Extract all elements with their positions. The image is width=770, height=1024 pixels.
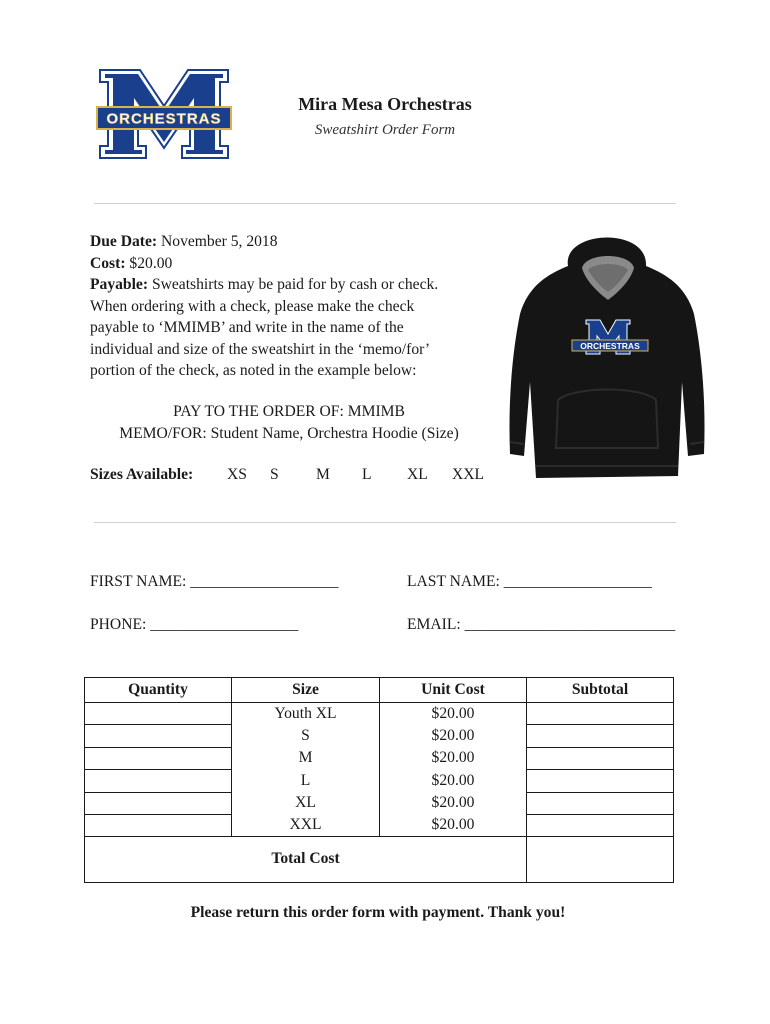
payable-label: Payable: — [90, 276, 149, 293]
logo-banner-text: ORCHESTRAS — [106, 110, 222, 128]
subtotal-cell[interactable] — [527, 747, 674, 769]
due-date-label: Due Date: — [90, 233, 158, 250]
organization-name: Mira Mesa Orchestras — [298, 94, 472, 114]
header-size: Size — [232, 678, 380, 703]
hoodie-logo-text: ORCHESTRAS — [580, 341, 640, 351]
unit-cost-cell: $20.00 — [380, 792, 527, 814]
memo-for-line: MEMO/FOR: Student Name, Orchestra Hoodie (Size) — [119, 425, 459, 442]
order-table — [84, 677, 674, 883]
header-quantity: Quantity — [85, 678, 232, 703]
table-row — [85, 747, 674, 769]
quantity-cell[interactable] — [85, 703, 232, 725]
table-row — [85, 792, 674, 814]
table-header-row — [85, 678, 674, 703]
size-option-xl: XL — [407, 466, 428, 483]
table-row — [85, 725, 674, 747]
cost-value: $20.00 — [129, 254, 173, 272]
size-option-xxl: XXL — [452, 466, 485, 483]
form-title: Sweatshirt Order Form — [314, 122, 456, 138]
orchestras-m-logo — [96, 68, 232, 160]
last-name-field[interactable]: LAST NAME: ___________________ — [407, 573, 652, 590]
subtotal-cell[interactable] — [527, 770, 674, 792]
quantity-cell[interactable] — [85, 747, 232, 769]
unit-cost-cell: $20.00 — [380, 725, 527, 747]
unit-cost-cell: $20.00 — [380, 747, 527, 769]
quantity-cell[interactable] — [85, 725, 232, 747]
divider-top — [94, 203, 676, 204]
subtotal-cell[interactable] — [527, 792, 674, 814]
cost-line — [90, 253, 490, 275]
subtotal-cell[interactable] — [527, 725, 674, 747]
size-cell: S — [232, 725, 380, 747]
payable-line-1 — [90, 274, 490, 296]
size-cell: M — [232, 747, 380, 769]
payable-line-2: When ordering with a check, please make the check — [90, 297, 415, 315]
due-date-line — [90, 231, 490, 253]
size-option-s: S — [270, 466, 279, 483]
due-date-value: November 5, 2018 — [161, 233, 278, 250]
size-option-xs: XS — [227, 466, 247, 483]
subtotal-cell[interactable] — [527, 703, 674, 725]
sizes-available-label: Sizes Available: — [90, 466, 194, 483]
first-name-field[interactable]: FIRST NAME: ___________________ — [90, 573, 339, 590]
table-row — [85, 814, 674, 836]
payable-line-4: individual and size of the sweatshirt in the ‘memo/for’ — [90, 340, 431, 358]
pay-to-line: PAY TO THE ORDER OF: MMIMB — [173, 403, 405, 420]
table-row — [85, 703, 674, 725]
order-info — [90, 231, 490, 382]
payable-line-3: payable to ‘MMIMB’ and write in the name of the — [90, 319, 404, 336]
unit-cost-cell: $20.00 — [380, 703, 527, 725]
total-cost-label: Total Cost — [85, 837, 527, 883]
size-option-l: L — [362, 466, 372, 483]
header-unit-cost: Unit Cost — [380, 678, 527, 703]
size-cell: L — [232, 770, 380, 792]
quantity-cell[interactable] — [85, 792, 232, 814]
email-field[interactable]: EMAIL: ___________________________ — [407, 616, 676, 633]
total-row — [85, 837, 674, 883]
size-cell: XXL — [232, 814, 380, 836]
footer-note: Please return this order form with payment. Thank you! — [190, 904, 566, 921]
check-example — [90, 401, 488, 445]
payable-text-1: Sweatshirts may be paid for by cash or check. — [151, 276, 439, 293]
size-option-m: M — [316, 466, 330, 483]
size-cell: XL — [232, 792, 380, 814]
header-subtotal: Subtotal — [527, 678, 674, 703]
unit-cost-cell: $20.00 — [380, 770, 527, 792]
quantity-cell[interactable] — [85, 814, 232, 836]
size-cell: Youth XL — [232, 703, 380, 725]
phone-field[interactable]: PHONE: ___________________ — [90, 616, 299, 633]
divider-middle — [94, 522, 676, 523]
subtotal-cell[interactable] — [527, 814, 674, 836]
payable-line-5: portion of the check, as noted in the example below: — [90, 362, 417, 379]
table-row — [85, 770, 674, 792]
hoodie-image — [506, 222, 708, 488]
quantity-cell[interactable] — [85, 770, 232, 792]
cost-label: Cost: — [90, 254, 126, 272]
total-cost-cell[interactable] — [527, 837, 674, 883]
unit-cost-cell: $20.00 — [380, 814, 527, 836]
